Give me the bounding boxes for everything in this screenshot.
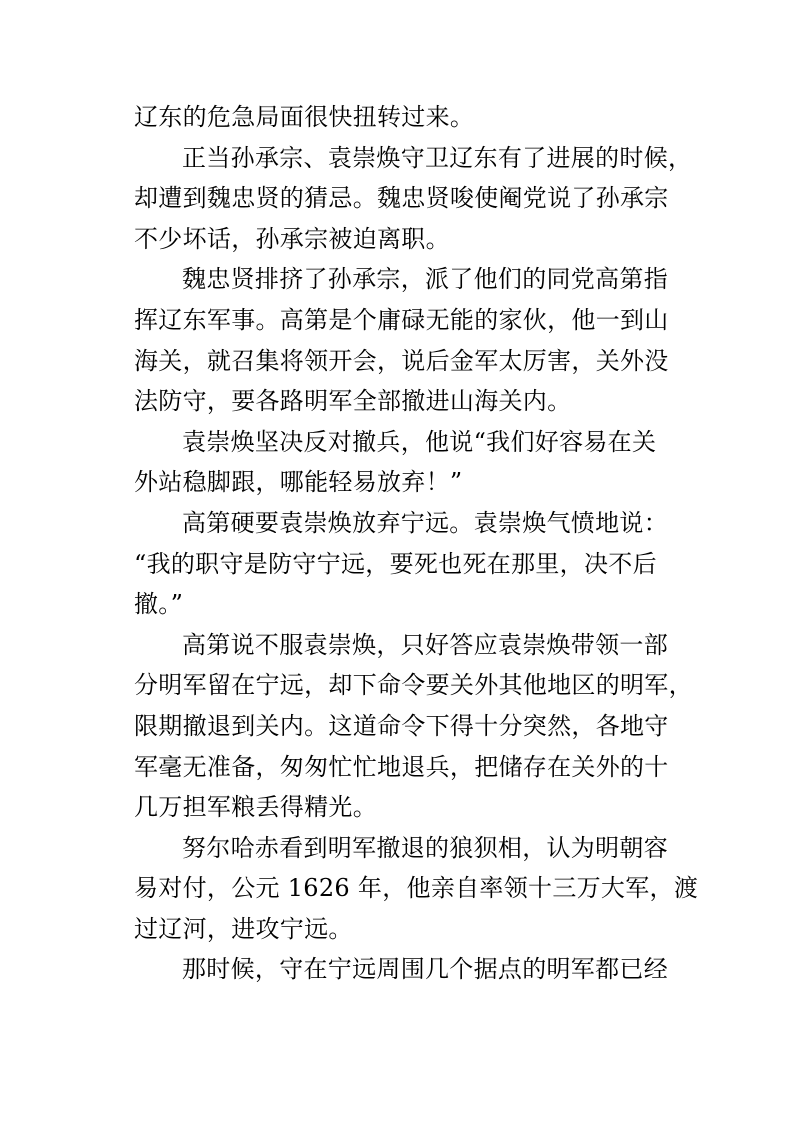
text-line: 却遭到魏忠贤的猜忌。魏忠贤唆使阉党说了孙承宗 (134, 184, 669, 213)
text-line: 外站稳脚跟，哪能轻易放弃！” (134, 468, 463, 497)
text-line: 撤。” (134, 590, 184, 619)
text-line: 那时候，守在宁远周围几个据点的明军都已经 (182, 955, 668, 984)
text-line: 不少坏话，孙承宗被迫离职。 (134, 224, 450, 253)
text-line: 袁崇焕坚决反对撤兵，他说“我们好容易在关 (182, 427, 657, 456)
text-line: 过辽河，进攻宁远。 (134, 914, 353, 943)
text-line: 努尔哈赤看到明军撤退的狼狈相，认为明朝容 (182, 833, 668, 862)
text-line: 魏忠贤排挤了孙承宗，派了他们的同党高第指 (182, 265, 668, 294)
text-line: 高第说不服袁崇焕，只好答应袁崇焕带领一部 (182, 630, 668, 659)
text-line: 分明军留在宁远，却下命令要关外其他地区的明军， (134, 671, 693, 700)
text-line: 高第硬要袁崇焕放弃宁远。袁崇焕气愤地说： (182, 508, 668, 537)
text-line: 易对付，公元 1626 年，他亲自率领十三万大军，渡 (134, 874, 699, 903)
text-line: 几万担军粮丢得精光。 (134, 793, 377, 822)
text-line: “我的职守是防守宁远，要死也死在那里，决不后 (134, 549, 657, 578)
text-line: 军毫无准备，匆匆忙忙地退兵，把储存在关外的十 (134, 752, 669, 781)
text-line: 海关，就召集将领开会，说后金军太厉害，关外没 (134, 346, 669, 375)
body-text (134, 97, 699, 990)
text-line: 限期撤退到关内。这道命令下得十分突然，各地守 (134, 711, 669, 740)
text-line: 正当孙承宗、袁崇焕守卫辽东有了进展的时候， (182, 143, 693, 172)
text-line: 挥辽东军事。高第是个庸碌无能的家伙，他一到山 (134, 305, 669, 334)
text-line: 法防守，要各路明军全部撤进山海关内。 (134, 387, 572, 416)
text-line: 辽东的危急局面很快扭转过来。 (134, 103, 475, 131)
